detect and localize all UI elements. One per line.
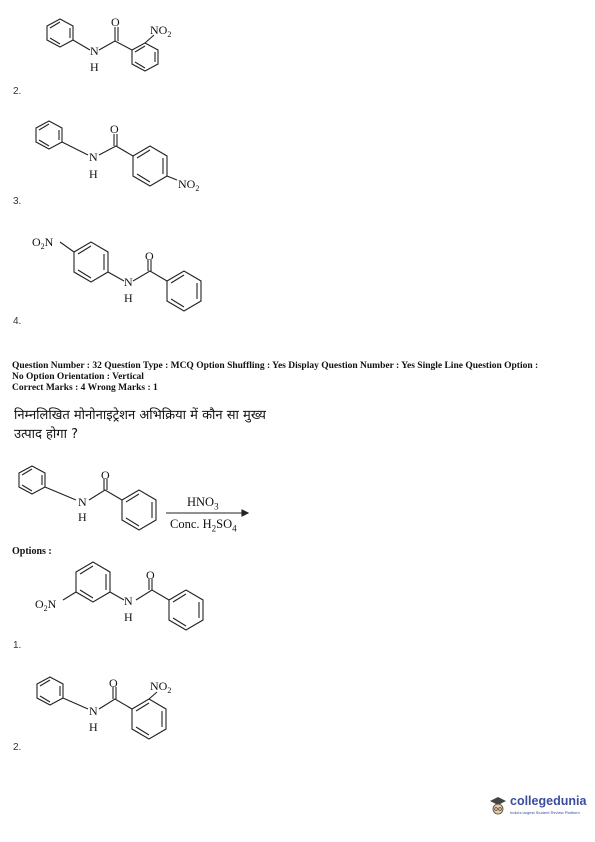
atom-h: H: [90, 60, 99, 74]
option-number: 2.: [13, 86, 22, 97]
structure-option-2: [0, 660, 595, 750]
atom-n: N: [124, 275, 133, 289]
atom-n: N: [90, 44, 99, 58]
option-number: 4.: [13, 316, 22, 327]
atom-n: N: [89, 150, 98, 164]
nitro-group: $O_2N$: [35, 597, 57, 613]
atom-h: H: [124, 291, 133, 305]
structure-option-4-top: [0, 220, 595, 320]
question-text: निम्नलिखित मोनोनाइट्रेशन अभिक्रिया में कौन सा मुख्य उत्पाद होगा ?: [14, 408, 266, 442]
atom-o: O: [109, 676, 118, 690]
nitro-group: $NO_2$: [178, 177, 200, 193]
atom-h: H: [89, 167, 98, 181]
collegedunia-logo: [488, 792, 588, 820]
option-number: 3.: [13, 196, 22, 207]
atom-h: H: [124, 610, 133, 624]
reagent-hno3: $HNO_3$: [187, 495, 219, 512]
structure-option-2-top: [0, 0, 595, 90]
brand-tagline: India's largest Student Review Platform: [510, 810, 580, 815]
question-meta-line-2: No Option Orientation : Vertical: [12, 372, 144, 382]
option-number: 2.: [13, 742, 22, 753]
options-label: Options :: [12, 546, 52, 557]
nitro-group: $NO_2$: [150, 23, 172, 39]
atom-h: H: [89, 720, 98, 734]
structure-option-3-top: [0, 100, 595, 200]
atom-o: O: [111, 15, 120, 29]
option-number: 1.: [13, 640, 22, 651]
atom-o: O: [145, 249, 154, 263]
nitro-group: $NO_2$: [150, 679, 172, 695]
atom-o: O: [146, 568, 155, 582]
reaction-scheme: [0, 455, 595, 545]
graduate-icon: [488, 794, 508, 818]
nitro-group: $O_2N$: [32, 235, 54, 251]
reagent-h2so4: Conc. $H_2SO_4$: [170, 517, 237, 534]
question-marks: Correct Marks : 4 Wrong Marks : 1: [12, 383, 158, 393]
atom-n: N: [89, 704, 98, 718]
atom-o: O: [101, 468, 110, 482]
question-meta: [12, 361, 587, 394]
atom-h: H: [78, 510, 87, 524]
question-meta-line-1: Question Number : 32 Question Type : MCQ Option Shuffling : Yes Display Question Number : Yes Single Line Question Option :: [12, 361, 539, 371]
atom-o: O: [110, 122, 119, 136]
atom-n: N: [78, 495, 87, 509]
brand-name: collegedunia: [510, 794, 587, 808]
structure-option-1: [0, 555, 595, 645]
atom-n: N: [124, 594, 133, 608]
